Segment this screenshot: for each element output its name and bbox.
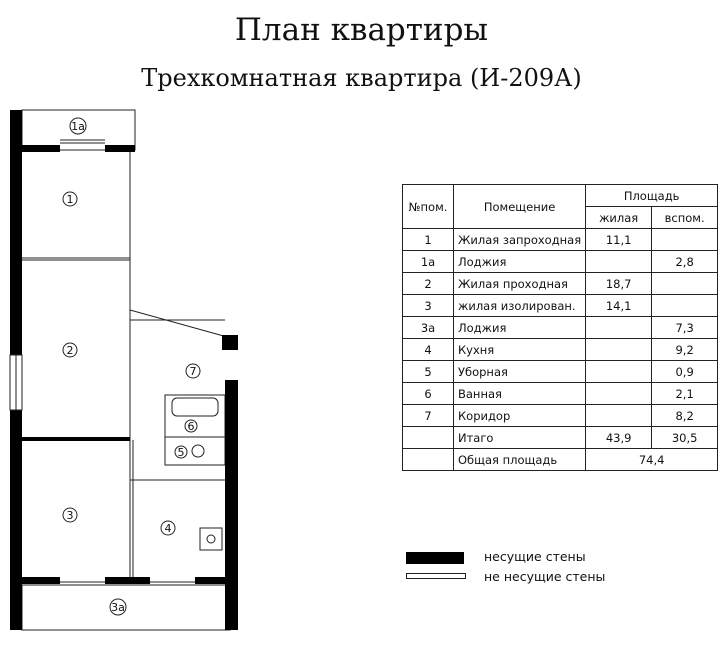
room-label-3 [63, 508, 77, 522]
cell-num: 1 [403, 229, 454, 251]
cell-aux: 0,9 [652, 361, 718, 383]
table-row [403, 383, 718, 405]
table-row [403, 273, 718, 295]
table-row [403, 361, 718, 383]
cell-living [586, 251, 652, 273]
overall-label: Общая площадь [454, 449, 586, 471]
header-num: №пом. [403, 185, 454, 229]
room-label-1 [63, 192, 77, 206]
area-table [402, 184, 718, 471]
page-subtitle: Трехкомнатная квартира (И-209А) [141, 64, 582, 92]
table-row [403, 251, 718, 273]
room-label-1a [70, 118, 86, 134]
cell-room: Жилая запроходная [454, 229, 586, 251]
header-living: жилая [586, 207, 652, 229]
cell-num: 2 [403, 273, 454, 295]
cell-room: Кухня [454, 339, 586, 361]
room-label-5 [175, 446, 187, 459]
cell-room: жилая изолирован. [454, 295, 586, 317]
room-label-2 [63, 343, 77, 357]
cell-living [586, 339, 652, 361]
table-row [403, 229, 718, 251]
cell-living: 18,7 [586, 273, 652, 295]
room-label-7-text: 7 [189, 365, 197, 378]
page-title: План квартиры [234, 12, 489, 48]
bearing-wall-swatch [406, 552, 464, 564]
legend-bearing: несущие стены [484, 549, 586, 564]
room-label-4-text: 4 [164, 522, 172, 535]
table-row [403, 295, 718, 317]
cell-aux: 2,1 [652, 383, 718, 405]
cell-room: Лоджия [454, 317, 586, 339]
room-label-3a-text: 3а [111, 601, 125, 614]
cell-aux: 7,3 [652, 317, 718, 339]
cell-aux [652, 295, 718, 317]
cell-aux: 2,8 [652, 251, 718, 273]
room-label-3-text: 3 [66, 509, 74, 522]
cell-aux: 9,2 [652, 339, 718, 361]
total-label: Итаго [454, 427, 586, 449]
table-row [403, 317, 718, 339]
total-aux: 30,5 [652, 427, 718, 449]
legend-non-bearing: не несущие стены [484, 569, 606, 584]
cell-room: Жилая проходная [454, 273, 586, 295]
cell-living [586, 405, 652, 427]
room-label-6 [185, 420, 197, 433]
table-row [403, 405, 718, 427]
cell-living [586, 361, 652, 383]
room-label-7 [186, 364, 200, 378]
cell-num: 7 [403, 405, 454, 427]
cell-room: Уборная [454, 361, 586, 383]
cell-aux: 8,2 [652, 405, 718, 427]
cell-aux [652, 273, 718, 295]
room-label-1a-text: 1а [71, 120, 85, 133]
table-row [403, 339, 718, 361]
cell-num: 6 [403, 383, 454, 405]
room-label-2-text: 2 [66, 344, 74, 357]
total-living: 43,9 [586, 427, 652, 449]
cell-living [586, 383, 652, 405]
cell-room: Ванная [454, 383, 586, 405]
cell-aux [652, 229, 718, 251]
header-room: Помещение [454, 185, 586, 229]
room-label-4 [161, 521, 175, 535]
cell-living: 14,1 [586, 295, 652, 317]
room-label-1-text: 1 [66, 193, 74, 206]
cell-num: 3а [403, 317, 454, 339]
cell-num: 3 [403, 295, 454, 317]
cell-living: 11,1 [586, 229, 652, 251]
cell-room: Лоджия [454, 251, 586, 273]
cell-num: 1а [403, 251, 454, 273]
overall-value: 74,4 [586, 449, 718, 471]
total-row [403, 427, 718, 449]
room-label-6-text: 6 [187, 420, 195, 433]
header-aux: вспом. [652, 207, 718, 229]
room-label-5-text: 5 [177, 446, 185, 459]
header-area: Площадь [586, 185, 718, 207]
cell-living [586, 317, 652, 339]
overall-row [403, 449, 718, 471]
non-bearing-wall-swatch [406, 573, 466, 579]
room-label-3a [110, 599, 126, 615]
cell-room: Коридор [454, 405, 586, 427]
cell-num: 4 [403, 339, 454, 361]
cell-num: 5 [403, 361, 454, 383]
